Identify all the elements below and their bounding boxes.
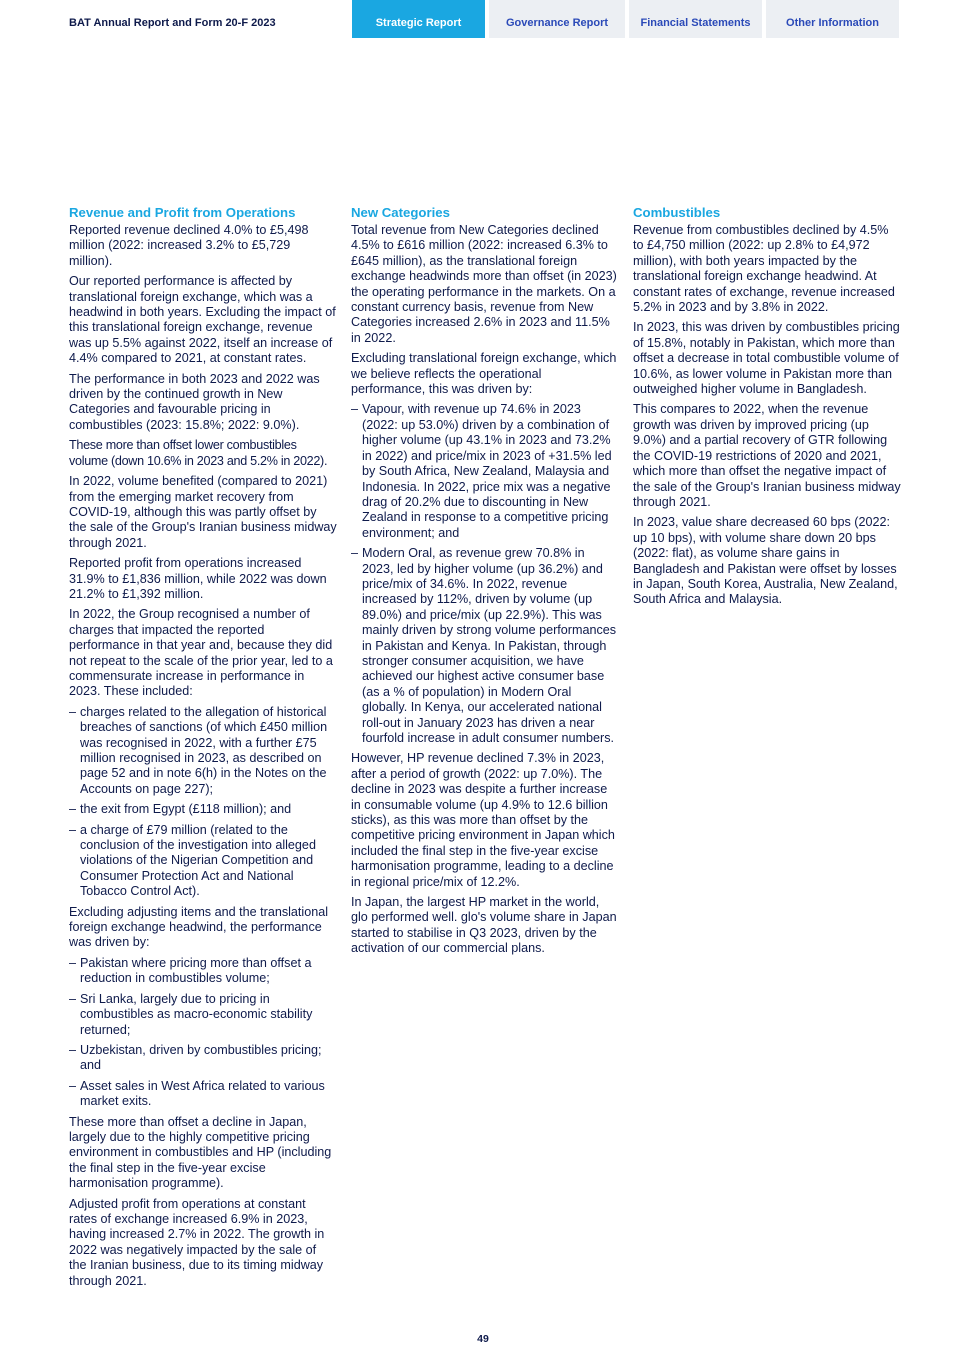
tab-financial-statements[interactable]: Financial Statements bbox=[629, 0, 762, 38]
paragraph: Reported profit from operations increased 31.9% to £1,836 million, while 2022 was down 21.2% to £1,392 million. bbox=[69, 556, 327, 601]
paragraph: However, HP revenue declined 7.3% in 2023, after a period of growth (2022: up 7.0%). The decline in 2023 was despite a further increase in consumable volume (up 4.9% to 12.6 billion sticks), as this was more than offset by the competitive pricing environment in Japan which included the final step in the five-year excise harmonisation programme, leading to a decline in regional price/mix of 12.2%. bbox=[351, 751, 615, 889]
tab-strategic-report[interactable]: Strategic Report bbox=[352, 0, 485, 38]
list-item: – Modern Oral, as revenue grew 70.8% in 2023, led by higher volume (up 36.2%) and price/mix of 34.6%. In 2022, revenue increased by 112%, driven by volume (up 89.0%) and price/mix (up 22.9%). This was mainly driven by strong volume performances in Pakistan and Kenya. In Pakistan, through stronger consumer acquisition, we have achieved our highest active consumer base (as a % of population) in Modern Oral globally. In Kenya, our accelerated national roll-out in January 2023 has driven a near fourfold increase in adult consumer numbers. bbox=[351, 546, 619, 746]
charges-list bbox=[69, 705, 337, 900]
category-drivers-list bbox=[351, 402, 619, 746]
column-combustibles bbox=[633, 205, 901, 613]
section-heading: Combustibles bbox=[633, 205, 721, 220]
list-item: – Asset sales in West Africa related to various market exits. bbox=[69, 1079, 337, 1110]
page-number: 49 bbox=[477, 1333, 489, 1345]
list-item: – Pakistan where pricing more than offset a reduction in combustibles volume; bbox=[69, 956, 337, 987]
paragraph: Excluding translational foreign exchange, which we believe reflects the operational performance, this was driven by: bbox=[351, 351, 617, 397]
paragraph: Excluding adjusting items and the translational foreign exchange headwind, the performance was driven by: bbox=[69, 904, 329, 950]
paragraph: Reported revenue declined 4.0% to £5,498 million (2022: increased 3.2% to £5,729 million). bbox=[69, 223, 309, 268]
column-new-categories bbox=[351, 205, 619, 962]
report-title: BAT Annual Report and Form 20-F 2023 bbox=[69, 17, 276, 29]
list-item: – Sri Lanka, largely due to pricing in combustibles as macro-economic stability returned; bbox=[69, 992, 337, 1038]
drivers-list bbox=[69, 956, 337, 1110]
paragraph: Revenue from combustibles declined by 4.5% to £4,750 million (2022: up 2.8% to £4,972 million), with both years impacted by the translational foreign exchange headwind. At constant rates of exchange, revenue increased 5.2% in 2023 and by 3.8% in 2022. bbox=[633, 223, 895, 315]
list-item: – Uzbekistan, driven by combustibles pricing; and bbox=[69, 1043, 337, 1074]
section-heading: Revenue and Profit from Operations bbox=[69, 205, 296, 220]
list-item: – Vapour, with revenue up 74.6% in 2023 (2022: up 53.0%) driven by a combination of higher volume (up 43.1% in 2023 and 73.2% in 2022) and price/mix in 2023 of +31.5% led by South Africa, New Zealand, Malaysia and Indonesia. In 2022, price mix was a negative drag of 20.2% due to discounting in New Zealand in response to a competitive pricing environment; and bbox=[351, 402, 619, 541]
paragraph: The performance in both 2023 and 2022 was driven by the continued growth in New Categories and favourable pricing in combustibles (2023: 15.8%; 2022: 9.0%). bbox=[69, 371, 320, 432]
column-revenue-profit bbox=[69, 205, 337, 1294]
paragraph: In 2022, volume benefited (compared to 2021) from the emerging market recovery from COVID-19, although this was partly offset by the sale of the Group's Iranian business midway through 2021. bbox=[69, 474, 337, 550]
paragraph: This compares to 2022, when the revenue growth was driven by improved pricing (up 9.0%) and a partial recovery of GTR following the COVID-19 restrictions of 2020 and 2021, which more than offset the negative impact of the sale of the Group's Iranian business midway through 2021. bbox=[633, 402, 901, 509]
list-item: – a charge of £79 million (related to the conclusion of the investigation into alleged violations of the Nigerian Competition and Consumer Protection Act and National Tobacco Control Act). bbox=[69, 823, 337, 900]
paragraph: These more than offset a decline in Japan, largely due to the highly competitive pricing environment in combustibles and HP (including the final step in the five-year excise harmonisation programme). bbox=[69, 1114, 332, 1191]
paragraph: In 2022, the Group recognised a number of charges that impacted the reported performance in that year and, because they did not repeat to the scale of the prior year, led to a commensurate increase in performance in 2023. These included: bbox=[69, 607, 333, 699]
paragraph: Total revenue from New Categories declined 4.5% to £616 million (2022: increased 6.3% to £645 million), as the translational foreign exchange headwinds more than offset (in 2023) the operating performance in the markets. On a constant currency basis, revenue from New Categories increased 2.6% in 2023 and 11.5% in 2022. bbox=[351, 223, 617, 345]
tab-other-information[interactable]: Other Information bbox=[766, 0, 899, 38]
tab-governance-report[interactable]: Governance Report bbox=[489, 0, 625, 38]
section-tabs bbox=[352, 0, 903, 38]
section-heading: New Categories bbox=[351, 205, 450, 220]
paragraph: Adjusted profit from operations at constant rates of exchange increased 6.9% in 2023, having increased 2.7% in 2022. The growth in 2022 was negatively impacted by the sale of the Iranian business, due to its timing midway through 2021. bbox=[69, 1196, 325, 1288]
list-item: – the exit from Egypt (£118 million); and bbox=[69, 802, 337, 817]
paragraph: In Japan, the largest HP market in the world, glo performed well. glo's volume share in Japan started to stabilise in Q3 2023, driven by the activation of our commercial plans. bbox=[351, 895, 617, 956]
paragraph: Our reported performance is affected by translational foreign exchange, which was a headwind in both years. Excluding the impact of this translational foreign exchange, revenue was up 5.5% against 2022, itself an increase of 4.4% compared to 2021, at constant rates. bbox=[69, 274, 336, 366]
paragraph: In 2023, value share decreased 60 bps (2022: up 10 bps), with volume share down 20 bps (2022: flat), as volume share gains in Bangladesh and Pakistan were offset by losses in Japan, South Korea, Australia, New Zealand, South Africa and Malaysia. bbox=[633, 515, 898, 607]
paragraph: In 2023, this was driven by combustibles pricing of 15.8%, notably in Pakistan, which more than offset a decrease in total combustible volume of 10.6%, as lower volume in Pakistan more than outweighed higher volume in Bangladesh. bbox=[633, 320, 900, 397]
paragraph: These more than offset lower combustibles volume (down 10.6% in 2023 and 5.2% in 2022). bbox=[69, 438, 328, 468]
list-item: – charges related to the allegation of historical breaches of sanctions (of which £450 million was recognised in 2022, with a further £75 million recognised in 2023, as described on page 52 and in note 6(h) in the Notes on the Accounts on page 227); bbox=[69, 705, 337, 797]
